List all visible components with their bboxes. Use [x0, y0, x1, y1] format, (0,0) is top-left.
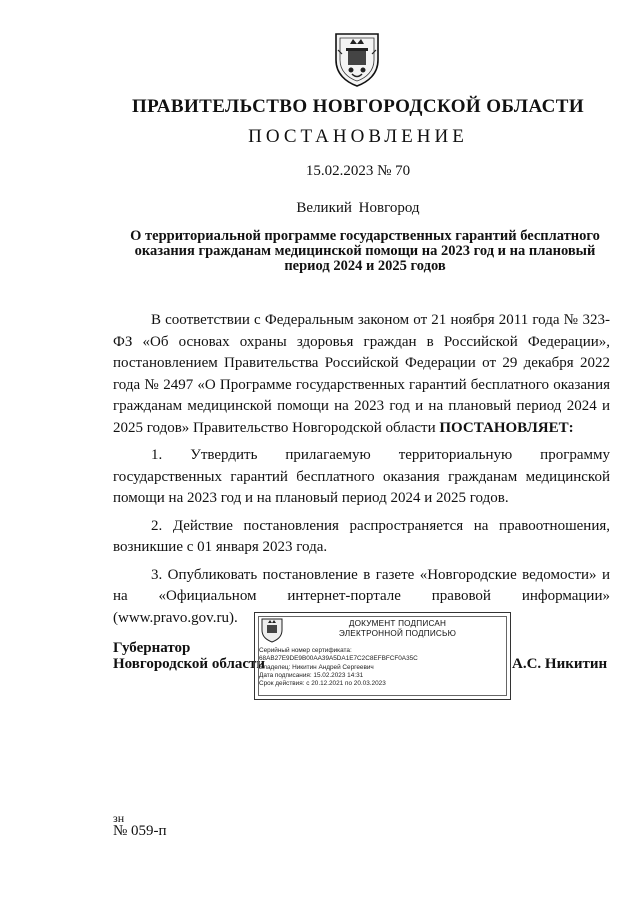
electronic-signature-stamp [254, 612, 511, 700]
resolution-item-2: 2. Действие постановления распространяется на правоотношения, возникшие с 01 января 2023 года. [113, 517, 610, 555]
stamp-cert-label: Серийный номер сертификата: [259, 647, 352, 654]
coat-of-arms-icon [330, 30, 384, 88]
executor-initials: зн [113, 811, 125, 825]
resolution-item-3: 3. Опубликовать постановление в газете «Новгородские ведомости» и на «Официальном интернет-портале правовой информации» (www.pravo.gov.ru). [113, 566, 610, 626]
organization-name: ПРАВИТЕЛЬСТВО НОВГОРОДСКОЙ ОБЛАСТИ [132, 96, 584, 117]
stamp-header-line2: ЭЛЕКТРОННОЙ ПОДПИСЬЮ [338, 629, 457, 638]
registration-number: № 059-п [113, 823, 167, 839]
stamp-header-line1: ДОКУМЕНТ ПОДПИСАН [348, 619, 447, 628]
document-footer [113, 812, 167, 838]
stamp-cert-number: 68AB27E9DE9B00AA39A5DA1E7C2C8EFBFCF0A35C [259, 655, 418, 663]
document-type: ПОСТАНОВЛЕНИЕ [248, 126, 468, 147]
stamp-header [289, 619, 506, 639]
stamp-owner: Владелец: Никитин Андрей Сергеевич [259, 663, 374, 671]
stamp-emblem-icon [260, 617, 284, 643]
stamp-validity: Срок действия: с 20.12.2021 по 20.03.2023 [259, 680, 386, 688]
preamble-text: В соответствии с Федеральным законом от 21 ноября 2011 года № 323-ФЗ «Об основах охраны здоровья граждан в Российской Федерации», постановлением Правительства Российской Федерации от 29 декабря 2022 года № 2497 «О Программе государственных гарантий бесплатного оказания гражданам медицинской помощи на 2023 год и на плановый период 2024 и 2025 годов» Правительство Новгородской области [113, 312, 610, 436]
signatory-name: А.С. Никитин [512, 656, 608, 672]
resolves-keyword: ПОСТАНОВЛЯЕТ: [439, 419, 574, 436]
document-city: Великий Новгород [296, 200, 420, 216]
preamble-paragraph [113, 310, 610, 439]
document-title: О территориальной программе государственных гарантий бесплатного оказания гражданам медицинской помощи на 2023 год и на плановый период 2024 и 2025 годов [130, 228, 600, 274]
stamp-details [259, 647, 506, 688]
signatory-position-line1: Губернатор [113, 640, 191, 656]
signatory-position-line2: Новгородской области [113, 656, 266, 672]
resolution-item-1: 1. Утвердить прилагаемую территориальную программу государственных гарантий бесплатного оказания гражданам медицинской помощи на 2023 год и на плановый период 2024 и 2025 годов. [113, 447, 610, 506]
stamp-signed-date: Дата подписания: 15.02.2023 14:31 [259, 671, 364, 679]
document-body [113, 310, 610, 629]
signatory-position [113, 640, 265, 672]
document-date-number: 15.02.2023 № 70 [305, 163, 411, 179]
